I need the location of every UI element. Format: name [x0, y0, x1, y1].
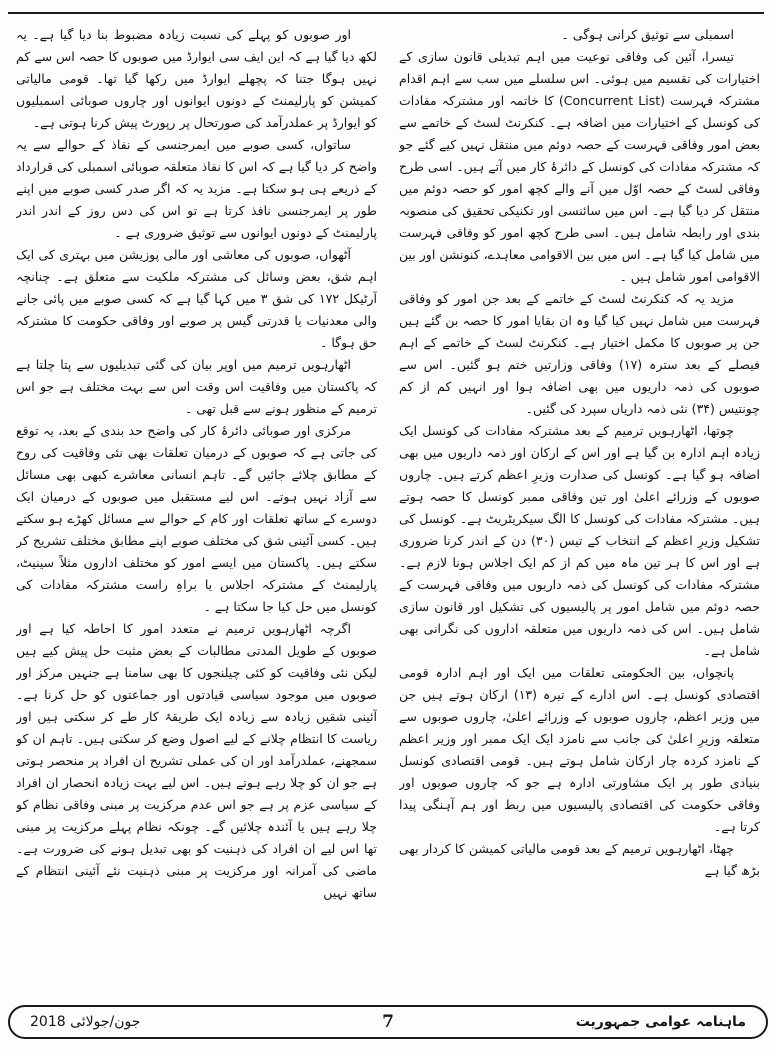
paragraph: اٹھارہویں ترمیم میں اوپر بیان کی گئی تبدیلیوں سے پتا چلتا ہے کہ پاکستان میں وفاقیت اس وقت اس سے بہت مختلف ہے جو اس ترمیم کے منظور ہونے سے قبل تھی ۔ — [16, 357, 377, 416]
paragraph: آٹھواں، صوبوں کی معاشی اور مالی پوزیشن میں بہتری کی ایک اہم شق، بعض وسائل کی مشترکہ ملکیت سے متعلق ہے۔ چنانچہ آرٹیکل ۱۷۲ کی شق ۳ میں کہا گیا ہے کہ کسی صوبے میں پائی جانے والی معدنیات یا قدرتی گیس پر صوبے اور وفاقی حکومت کا مشترکہ حق ہوگا ۔ — [16, 247, 377, 350]
paragraph: چھٹا، اٹھارہویں ترمیم کے بعد قومی مالیاتی کمیشن کا کردار بھی بڑھ گیا ہے — [399, 841, 760, 878]
column-left — [16, 24, 377, 995]
paragraph: اگرچہ اٹھارہویں ترمیم نے متعدد امور کا احاطہ کیا ہے اور صوبوں کے طویل المدتی مطالبات کے بعض مثبت حل پیش کیے ہیں لیکن نئی وفاقیت کو کئی چیلنجوں کا بھی سامنا ہے جنہیں مرکز اور صوبوں میں موجود سیاسی قیادتوں اور جماعتوں کو حل کرنا ہے۔ آئینی شقیں زیادہ سے زیادہ ایک طریقۂ کار طے کر سکتی ہیں اور ریاست کا انتظام چلانے کے لیے اصول وضع کر سکتی ہیں۔ تاہم ان کو سمجھنے، عملدرآمد اور ان کی عملی تشریح ان افراد پر منحصر ہوتی ہے جو ان کو چلا رہے ہوتے ہیں۔ اس لیے بہت زیادہ انحصار ان افراد کے سیاسی عزم پر ہے جو اس عدم مرکزیت پر مبنی وفاقی نظام کو چلا رہے ہیں یا آئندہ چلائیں گے۔ چونکہ نظام پہلے مرکزیت پر مبنی تھا اس لیے ان افراد کی ذہنیت کو بھی تبدیل ہونے کی ضرورت ہے۔ ماضی کی آمرانہ اور مرکزیت پر مبنی ذہنیت نئے آئینی انتظام کے ساتھ نہیں — [16, 621, 377, 900]
footer-page-number: 7 — [382, 1012, 394, 1032]
paragraph: اور صوبوں کو پہلے کی نسبت زیادہ مضبوط بنا دیا گیا ہے۔ یہ لکھ دیا گیا ہے کہ این ایف سی ایوارڈ میں صوبوں کا حصہ اس سے کم نہیں ہوگا جتنا کہ پچھلے ایوارڈ میں رکھا گیا تھا۔ قومی مالیاتی کمیشن کو پارلیمنٹ کے دونوں ایوانوں اور چاروں صوبائی اسمبلیوں کو ایوارڈ پر عملدرآمد کی صورتحال پر رپورٹ پیش کرنا ہوتی ہے۔ — [16, 27, 377, 130]
paragraph: اسمبلی سے توثیق کرانی ہوگی ۔ — [561, 27, 734, 42]
footer-magazine-title: ماہنامہ عوامی جمہوریت — [575, 1014, 746, 1030]
paragraph: پانچواں، بین الحکومتی تعلقات میں ایک اور اہم ادارہ قومی اقتصادی کونسل ہے۔ اس ادارے کے تیرہ (۱۳) ارکان ہوتے ہیں جن میں وزیر اعظم، چاروں صوبوں کے وزرائے اعلیٰ، چاروں صوبوں سے متعلقہ وزیرِ اعلیٰ کی جانب سے نامزد ایک ایک ممبر اور وزیر اعظم کے نامزد کردہ چار ارکان شامل ہوتے ہیں۔ قومی اقتصادی کونسل بنیادی طور پر ایک مشاورتی ادارہ ہے جو کہ چاروں صوبوں اور وفاقی حکومت کی اقتصادی پالیسیوں میں ربط اور ہم آہنگی پیدا کرتا ہے۔ — [399, 665, 760, 834]
paragraph: مرکزی اور صوبائی دائرۂ کار کی واضح حد بندی کے بعد، یہ توقع کی جاتی ہے کہ صوبوں کے درمیان تعلقات بھی نئی وفاقیت کی روح کے مطابق چلائے جائیں گے۔ تاہم انسانی معاشرے کبھی بھی مسائل سے آزاد نہیں ہوتے۔ اس لیے مستقبل میں صوبوں کے درمیان ایک دوسرے کے ساتھ تعلقات اور کام کے حوالے سے مسائل کھڑے ہو سکتے ہیں۔ کسی آئینی شق کی مختلف صوبے اپنے مطابق مختلف تشریح کر سکتے ہیں۔ پاکستان میں ایسے امور کو مختلف اداروں مثلاً سینیٹ، پارلیمنٹ کے مشترکہ اجلاس یا براہِ راست مشترکہ مفادات کی کونسل میں حل کیا جا سکتا ہے ۔ — [16, 423, 377, 614]
two-column-text-area — [16, 24, 760, 995]
top-divider-rule — [8, 12, 764, 14]
footer-bar — [8, 1005, 768, 1039]
footer-date: جون/جولائی 2018 — [30, 1014, 141, 1030]
paragraph: چوتھا، اٹھارہویں ترمیم کے بعد مشترکہ مفادات کی کونسل ایک زیادہ اہم ادارہ بن گیا ہے اور اس کے ارکان اور ذمہ داریوں میں بھی اضافہ ہو گیا ہے۔ کونسل کی صدارت وزیرِ اعظم کرتے ہیں۔ چاروں صوبوں کے وزرائے اعلیٰ اور تین وفاقی ممبر کونسل کا حصہ ہوتے ہیں۔ مشترکہ مفادات کی کونسل کا الگ سیکریٹریٹ ہے۔ کونسل کی تشکیل وزیرِ اعظم کے انتخاب کے تیس (۳۰) دن کے اندر کرنا ضروری ہے اور اس کا ہر تین ماہ میں کم از کم ایک اجلاس ہونا لازم ہے۔ مشترکہ مفادات کی کونسل کی ذمہ داریوں میں وفاقی فہرست کے حصہ دوئم میں شامل امور پر پالیسیوں کی تشکیل اور قانون سازی شامل ہیں۔ اس کی ذمہ داریوں میں متعلقہ اداروں کی نگرانی بھی شامل ہے۔ — [399, 423, 760, 658]
column-right — [399, 24, 760, 995]
paragraph: ساتواں، کسی صوبے میں ایمرجنسی کے نفاذ کے حوالے سے یہ واضح کر دیا گیا ہے کہ اس کا نفاذ متعلقہ صوبائی اسمبلی کی قرارداد کے ذریعے ہی ہو سکتا ہے۔ مزید یہ کہ اگر صدر کسی صوبے میں اپنے طور پر ایمرجنسی نافذ کرتا ہے تو اس کی دس روز کے اندر اندر پارلیمنٹ کے دونوں ایوانوں سے توثیق ضروری ہے ۔ — [16, 137, 377, 240]
paragraph: مزید یہ کہ کنکرنٹ لسٹ کے خاتمے کے بعد جن امور کو وفاقی فہرست میں شامل نہیں کیا گیا وہ ان بقایا امور کا حصہ بن گئے ہیں جن پر صوبوں کا مکمل اختیار ہے۔ کنکرنٹ لسٹ کے خاتمے کے اہم فیصلے کے بعد سترہ (۱۷) وفاقی وزارتیں ختم ہو گئیں۔ اس سے صوبوں کی ذمہ داریوں میں بھی اضافہ ہوا اور انہیں کم از کم چونتیس (۳۴) نئی ذمہ داریاں سپرد کی گئیں۔ — [399, 291, 760, 416]
paragraph: تیسرا، آئین کی وفاقی نوعیت میں اہم تبدیلی قانون سازی کے اختیارات کی تقسیم میں ہوئی۔ اس سلسلے میں سب سے اہم اقدام مشترکہ فہرست (Concurrent List) کا خاتمہ اور مشترکہ مفادات کی کونسل کے اختیارات میں اضافہ ہے۔ کنکرنٹ لسٹ کے خاتمے سے بعض امور وفاقی فہرست کے حصہ دوئم میں منتقل نہیں کیے گئے جو کہ مشترکہ مفادات کی کونسل کے دائرۂ کار میں آتے ہیں۔ اسی طرح وفاقی لسٹ کے حصہ اوّل میں آنے والے کچھ امور کو حصہ دوئم میں منتقل کر دیا گیا ہے۔ اس میں سائنسی اور تکنیکی تحقیق کی منصوبہ بندی اور رابطہ شامل ہیں۔ اسی طرح کچھ امور کو وفاقی فہرست میں شامل کیا گیا ہے۔ اس میں بین الاقوامی معاہدے، کنونشن اور بین الاقوامی امور شامل ہیں ۔ — [399, 49, 760, 284]
